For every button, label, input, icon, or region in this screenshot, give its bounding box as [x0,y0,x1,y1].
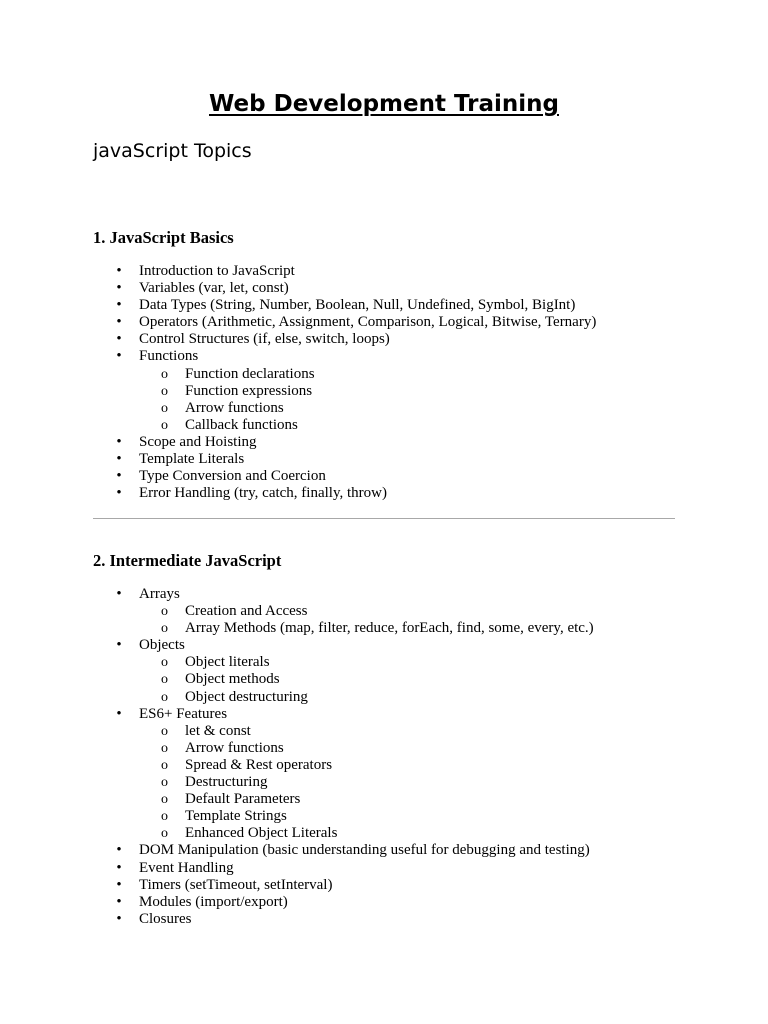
sub-list-item [139,808,594,825]
sub-list-item [139,757,594,774]
list-item-label: Type Conversion and Coercion [139,468,326,485]
document-subtitle: javaScript Topics [93,140,252,162]
list-item [93,842,594,859]
sub-bullet-icon: o [161,826,168,842]
sub-bullet-icon: o [161,400,168,416]
document-title: Web Development Training [209,91,559,117]
sub-list [139,723,594,843]
list-item-label: Data Types (String, Number, Boolean, Null, Undefined, Symbol, BigInt) [139,297,576,314]
list-item [93,331,596,348]
sub-list-item [139,791,594,808]
list-item-label: Introduction to JavaScript [139,263,295,279]
sub-list-item-label: Arrow functions [185,399,284,416]
sub-list [139,603,594,637]
bullet-icon: • [116,705,122,722]
bullet-icon: • [116,331,122,348]
sub-list [139,654,594,705]
bullet-icon: • [116,876,122,893]
list-item-label: ES6+ Features [139,705,228,722]
sub-list-item [139,366,596,383]
bullet-icon: • [116,348,122,365]
horizontal-divider [93,518,675,519]
list-item [93,911,594,928]
list-item-label: Control Structures (if, else, switch, loops) [139,331,390,348]
bullet-icon: • [116,433,122,450]
bullet-icon: • [116,910,122,927]
list-item-label: Event Handling [139,859,234,876]
topic-list-basics [93,263,596,502]
sub-bullet-icon: o [161,621,168,637]
sub-bullet-icon: o [161,689,168,705]
bullet-icon: • [116,263,122,279]
sub-list-item [139,417,596,434]
list-item [93,706,594,843]
sub-list-item [139,603,594,620]
sub-bullet-icon: o [161,809,168,825]
list-item-label: Objects [139,637,185,654]
bullet-icon: • [116,859,122,876]
sub-list-item-label: Object destructuring [185,688,308,705]
sub-list-item [139,689,594,706]
list-item-label: Closures [139,910,192,927]
sub-list-item [139,383,596,400]
sub-list-item-label: Function expressions [185,382,313,399]
list-item [93,468,596,485]
list-item-label: Operators (Arithmetic, Assignment, Comparison, Logical, Bitwise, Ternary) [139,314,597,331]
sub-bullet-icon: o [161,757,168,773]
sub-list-item [139,620,594,637]
bullet-icon: • [116,297,122,314]
bullet-icon: • [116,451,122,468]
section-heading-basics: 1. JavaScript Basics [93,228,234,247]
list-item [93,894,594,911]
sub-list-item [139,654,594,671]
list-item [93,451,596,468]
bullet-icon: • [116,485,122,502]
list-item [93,586,594,637]
list-item-label: Functions [139,348,199,365]
sub-list-item-label: Arrow functions [185,739,284,756]
sub-list-item [139,825,594,842]
list-item-label: Arrays [139,586,180,602]
sub-list-item [139,671,594,688]
sub-list [139,366,596,434]
sub-list-item [139,774,594,791]
list-item [93,860,594,877]
list-item [93,434,596,451]
list-item [93,314,596,331]
bullet-icon: • [116,893,122,910]
sub-list-item-label: Object literals [185,654,270,671]
sub-bullet-icon: o [161,672,168,688]
sub-list-item [139,400,596,417]
sub-bullet-icon: o [161,417,168,433]
bullet-icon: • [116,586,122,602]
sub-bullet-icon: o [161,383,168,399]
list-item-label: Modules (import/export) [139,893,288,910]
sub-list-item-label: Template Strings [185,808,287,825]
list-item-label: Template Literals [139,451,245,468]
list-item-label: Error Handling (try, catch, finally, throw) [139,485,387,502]
bullet-icon: • [116,314,122,331]
list-item [93,485,596,502]
list-item [93,297,596,314]
sub-bullet-icon: o [161,723,168,739]
list-item-label: Scope and Hoisting [139,433,257,450]
sub-bullet-icon: o [161,655,168,671]
list-item [93,637,594,705]
sub-bullet-icon: o [161,604,168,620]
sub-bullet-icon: o [161,775,168,791]
list-item [93,877,594,894]
sub-list-item-label: Spread & Rest operators [185,756,333,773]
list-item-label: Variables (var, let, const) [139,280,289,297]
list-item [93,348,596,433]
list-item [93,263,596,280]
bullet-icon: • [116,842,122,859]
sub-list-item-label: Default Parameters [185,791,301,808]
list-item [93,280,596,297]
sub-list-item-label: Array Methods (map, filter, reduce, forEach, find, some, every, etc.) [185,620,594,637]
sub-list-item [139,740,594,757]
bullet-icon: • [116,637,122,654]
sub-list-item-label: Object methods [185,671,280,688]
sub-bullet-icon: o [161,740,168,756]
sub-list-item [139,723,594,740]
bullet-icon: • [116,280,122,297]
sub-list-item-label: let & const [185,722,251,739]
sub-list-item-label: Callback functions [185,416,298,433]
sub-list-item-label: Function declarations [185,365,315,382]
list-item-label: DOM Manipulation (basic understanding useful for debugging and testing) [139,842,590,859]
sub-bullet-icon: o [161,792,168,808]
sub-bullet-icon: o [161,366,168,382]
list-item-label: Timers (setTimeout, setInterval) [139,876,333,893]
section-heading-intermediate: 2. Intermediate JavaScript [93,551,282,570]
sub-list-item-label: Creation and Access [185,603,308,620]
sub-list-item-label: Destructuring [185,774,268,791]
bullet-icon: • [116,468,122,485]
topic-list-intermediate [93,586,594,928]
sub-list-item-label: Enhanced Object Literals [185,825,338,842]
